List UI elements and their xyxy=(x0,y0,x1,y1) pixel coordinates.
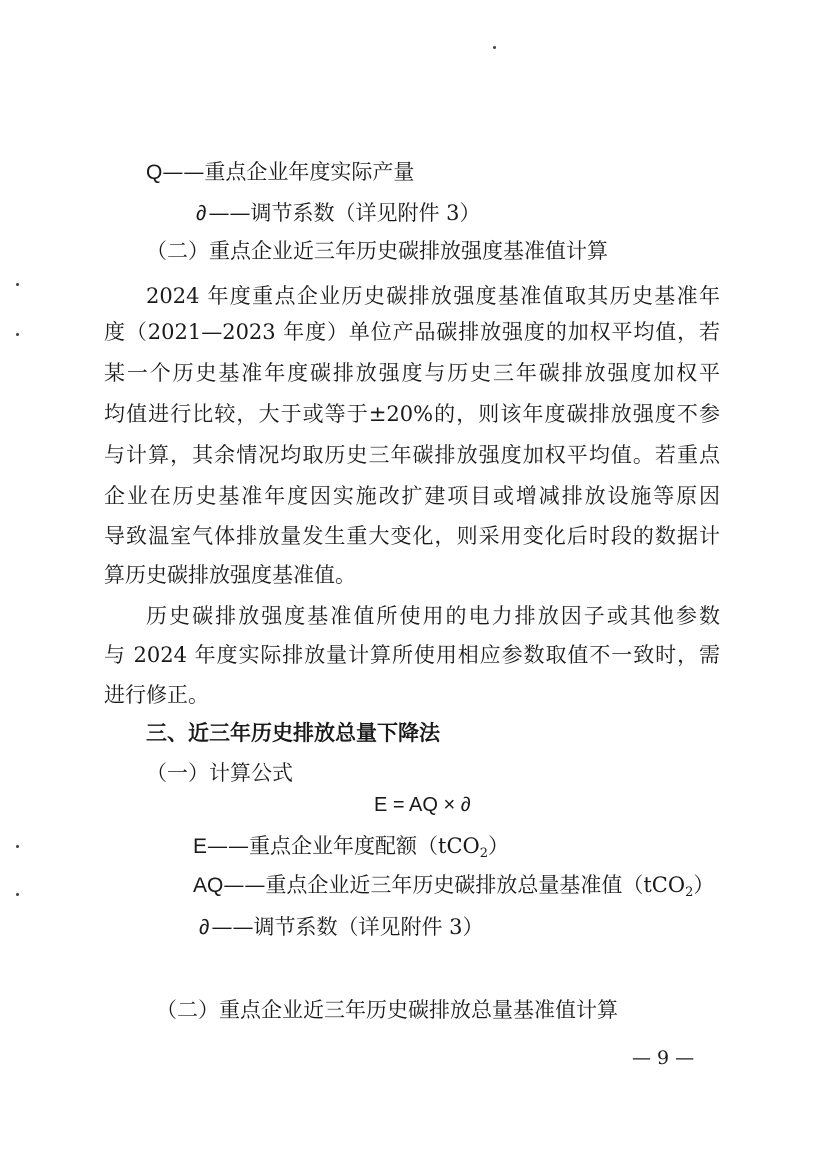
scan-speck xyxy=(16,893,19,896)
section-heading: （二）重点企业近三年历史碳排放总量基准值计算 xyxy=(156,998,618,1022)
symbol-e: E xyxy=(193,835,208,858)
paragraph-line: 算历史碳排放强度基准值。 xyxy=(104,563,356,587)
definition-tail: ） xyxy=(693,873,715,897)
paragraph-line: 进行修正。 xyxy=(104,683,209,707)
paragraph-line: 与 2024 年度实际排放量计算所使用相应参数取值不一致时，需 xyxy=(104,643,720,667)
symbol-partial: ∂ xyxy=(199,916,210,939)
dash: —— xyxy=(162,160,205,184)
definition-q xyxy=(146,160,414,185)
symbol-q: Q xyxy=(146,161,163,184)
scan-speck xyxy=(16,845,19,848)
paragraph-line: 2024 年度重点企业历史碳排放强度基准值取其历史基准年 xyxy=(146,284,720,308)
definition-text: 重点企业近三年历史碳排放总量基准值（tCO xyxy=(265,873,686,897)
definition-e xyxy=(193,834,509,866)
paragraph-line: 导致温室气体排放量发生重大变化，则采用变化后时段的数据计 xyxy=(104,524,720,548)
paragraph-line: 企业在历史基准年度因实施改扩建项目或增减排放设施等原因 xyxy=(104,484,720,508)
definition-text: 调节系数（详见附件 3） xyxy=(253,915,484,939)
formula: E = AQ × ∂ xyxy=(374,794,471,816)
definition-text: 调节系数（详见附件 3） xyxy=(250,201,481,225)
definition-text: 重点企业年度配额（tCO xyxy=(249,834,480,858)
scan-speck xyxy=(16,333,19,336)
scan-speck xyxy=(493,46,496,49)
section-heading: 三、近三年历史排放总量下降法 xyxy=(146,720,440,745)
dash: —— xyxy=(208,201,251,225)
subsection-heading: （一）计算公式 xyxy=(146,761,293,785)
paragraph-line: 与计算，其余情况均取历史三年碳排放强度加权平均值。若重点 xyxy=(104,443,720,467)
section-heading: （二）重点企业近三年历史碳排放强度基准值计算 xyxy=(146,239,608,263)
definition-text: 重点企业年度实际产量 xyxy=(204,160,415,184)
paragraph-line: 度（2021—2023 年度）单位产品碳排放强度的加权平均值，若 xyxy=(104,320,720,344)
symbol-partial: ∂ xyxy=(196,202,207,225)
definition-tail: ） xyxy=(488,834,510,858)
subscript: 2 xyxy=(479,846,489,861)
scan-speck xyxy=(16,283,19,286)
paragraph-line: 均值进行比较，大于或等于±20%的，则该年度碳排放强度不参 xyxy=(104,402,720,426)
definition-adjust-factor xyxy=(199,915,484,940)
dash: —— xyxy=(223,873,266,897)
subscript: 2 xyxy=(685,885,694,900)
symbol-aq: AQ xyxy=(193,874,224,897)
definition-adjust-factor xyxy=(196,201,481,226)
paragraph-line: 某一个历史基准年度碳排放强度与历史三年碳排放强度加权平 xyxy=(104,361,720,385)
dash: —— xyxy=(211,915,254,939)
dash: —— xyxy=(207,834,250,858)
page-number: — 9 — xyxy=(632,1047,695,1069)
definition-aq xyxy=(193,873,714,905)
paragraph-line: 历史碳排放强度基准值所使用的电力排放因子或其他参数 xyxy=(146,604,720,628)
